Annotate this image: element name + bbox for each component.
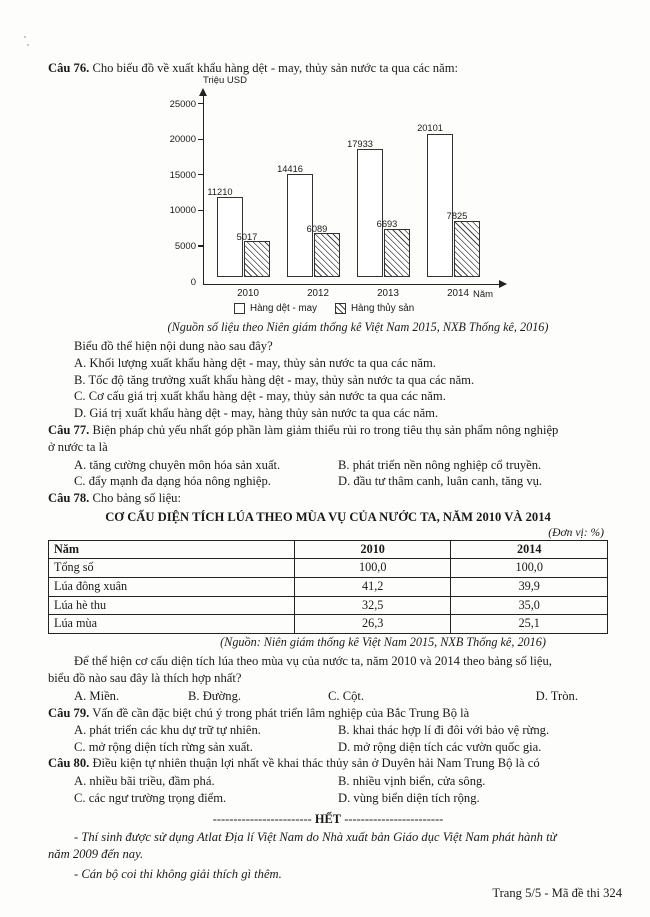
question-77-number: Câu 77.: [48, 422, 90, 437]
question-77-option-a[interactable]: A. tăng cường chuyên môn hóa sản xuất.: [74, 457, 281, 472]
question-80-option-c[interactable]: C. các ngư trường trọng điểm.: [74, 790, 227, 805]
chart-ytick: 0: [190, 276, 196, 288]
bar-value-2014-det-may: 20101: [417, 122, 443, 133]
question-79-option-c[interactable]: C. mở rộng diện tích rừng sản xuất.: [74, 739, 253, 754]
chart-legend: [234, 303, 432, 314]
question-76-option-d[interactable]: D. Giá trị xuất khẩu hàng dệt - may, hàng thủy sản nước ta qua các năm.: [74, 406, 439, 421]
bar-2012-thuy-san: [314, 233, 340, 276]
table-col-header-2014: 2014: [451, 540, 608, 559]
chart-xtick-2013: 2013: [377, 287, 399, 299]
question-77-text-line1: Biện pháp chủ yếu nhất góp phần làm giảm thiểu rủi ro trong tiêu thụ sản phẩm nông nghiệp: [92, 422, 559, 437]
table-cell-2014: 35,0: [451, 596, 608, 615]
table-cell-2010: 100,0: [294, 559, 451, 578]
question-79-option-d[interactable]: D. mở rộng diện tích các vườn quốc gia.: [338, 739, 542, 754]
question-78-option-d[interactable]: D. Tròn.: [535, 688, 578, 703]
end-divider-label: HẾT: [314, 812, 342, 827]
question-76-source: (Nguồn số liệu theo Niên giám thống kê Việt Nam 2015, NXB Thống kê, 2016): [167, 319, 549, 334]
question-80-number: Câu 80.: [48, 756, 90, 771]
question-78-number: Câu 78.: [48, 491, 90, 506]
table-unit: (Đơn vị: %): [548, 525, 604, 539]
table-col-header-2010: 2010: [294, 540, 451, 559]
table-title: CƠ CẤU DIỆN TÍCH LÚA THEO MÙA VỤ CỦA NƯỚC TA, NĂM 2010 VÀ 2014: [105, 509, 551, 524]
question-80-options-row1: [48, 773, 608, 790]
question-79-stem: [48, 705, 608, 722]
question-79-options-row1: [48, 722, 608, 739]
bar-value-2012-thuy-san: 6089: [306, 223, 328, 234]
table-row: [49, 559, 608, 578]
question-77-stem: [48, 422, 608, 439]
question-78-text: Cho bảng số liệu:: [92, 491, 181, 506]
legend-label-thuy-san: Hàng thủy sản: [350, 302, 415, 314]
bar-2014-thuy-san: [454, 221, 480, 277]
question-80-stem: [48, 755, 608, 772]
note-line-1: - Thí sinh được sử dụng Atlat Địa lí Việt Nam do Nhà xuất bản Giáo dục Việt Nam phát hành từ: [74, 830, 557, 845]
bar-value-2013-det-may: 17933: [347, 138, 373, 149]
question-77-option-d[interactable]: D. đầu tư thâm canh, luân canh, tăng vụ.: [338, 474, 543, 489]
question-77-option-c[interactable]: C. đẩy mạnh đa dạng hóa nông nghiệp.: [74, 474, 271, 489]
question-77-options-row1: [48, 457, 608, 474]
table-cell-label: Lúa mùa: [49, 615, 295, 634]
table-cell-2014: 39,9: [451, 577, 608, 596]
note-line-2: năm 2009 đến nay.: [48, 847, 144, 862]
chart-ytick: 10000: [169, 205, 196, 217]
table-row: [49, 615, 608, 634]
question-80-option-d[interactable]: D. vùng biển diện tích rộng.: [338, 790, 480, 805]
question-76-stem: [48, 60, 608, 77]
table-cell-2010: 26,3: [294, 615, 451, 634]
scan-speck: [27, 44, 29, 46]
legend-swatch-solid-icon: [234, 303, 245, 314]
table-cell-2010: 32,5: [294, 596, 451, 615]
question-79-text: Vấn đề cần đặc biệt chú ý trong phát triển lâm nghiệp của Bắc Trung Bộ là: [92, 705, 470, 720]
table-source: (Nguồn: Niên giám thống kê Việt Nam 2015, NXB Thống kê, 2016): [220, 634, 546, 649]
page-content: [48, 60, 608, 883]
question-77-option-b[interactable]: B. phát triển nền nông nghiệp cổ truyền.: [338, 457, 542, 472]
rice-area-table: [48, 540, 608, 634]
question-78-stem: [48, 490, 608, 507]
table-cell-2014: 100,0: [451, 559, 608, 578]
end-divider-left: ------------------------: [212, 812, 312, 827]
bar-value-2010-det-may: 11210: [207, 186, 233, 197]
chart-y-axis-arrow-icon: [199, 88, 207, 96]
question-76-text: Cho biểu đồ về xuất khẩu hàng dệt - may, thủy sản nước ta qua các năm:: [92, 61, 458, 75]
bar-chart: [48, 74, 608, 319]
table-cell-label: Lúa hè thu: [49, 596, 295, 615]
question-79-options-row2: [48, 739, 608, 756]
page-footer: Trang 5/5 - Mã đề thi 324: [492, 886, 622, 900]
chart-ytick: 5000: [174, 241, 196, 252]
question-78-option-a[interactable]: A. Miền.: [74, 688, 120, 703]
table-cell-label: Tổng số: [49, 559, 295, 578]
legend-item-det-may: [234, 303, 317, 314]
bar-value-2012-det-may: 14416: [277, 163, 303, 174]
chart-y-axis-label: Triệu USD: [203, 74, 247, 86]
legend-swatch-hatch-icon: [335, 303, 346, 314]
question-78-prompt-line2: biểu đồ nào sau đây là thích hợp nhất?: [48, 671, 242, 686]
question-77-text-line2: ở nước ta là: [48, 440, 108, 455]
table-cell-2010: 41,2: [294, 577, 451, 596]
chart-xtick-2012: 2012: [307, 287, 329, 299]
bar-2013-thuy-san: [384, 229, 410, 277]
question-76-option-c[interactable]: C. Cơ cấu giá trị xuất khẩu hàng dệt - may, thủy sản nước ta qua các năm.: [74, 389, 446, 404]
chart-x-axis: [203, 284, 501, 285]
legend-item-thuy-san: [335, 303, 414, 314]
chart-ytick: 20000: [169, 134, 196, 146]
bar-value-2010-thuy-san: 5017: [236, 231, 258, 242]
question-76-option-a[interactable]: A. Khối lượng xuất khẩu hàng dệt - may, thủy sản nước ta qua các năm.: [74, 356, 436, 371]
scan-speck: [24, 36, 26, 38]
end-divider-right: ------------------------: [344, 812, 444, 827]
bar-2010-thuy-san: [244, 241, 270, 277]
question-78-prompt-line1: Để thể hiện cơ cấu diện tích lúa theo mùa vụ của nước ta, năm 2010 và 2014 theo bảng số liệu,: [74, 653, 552, 668]
chart-xtick-2010: 2010: [237, 287, 259, 299]
question-76-number: Câu 76.: [48, 61, 90, 75]
question-77-options-row2: [48, 473, 608, 490]
question-79-option-a[interactable]: A. phát triển các khu dự trữ tự nhiên.: [74, 723, 261, 738]
bar-2013-det-may: [357, 149, 383, 277]
table-header-row: [49, 540, 608, 559]
chart-xtick-2014: 2014: [447, 287, 469, 299]
question-80-options-row2: [48, 790, 608, 807]
question-76-prompt: Biểu đồ thể hiện nội dung nào sau đây?: [74, 338, 273, 353]
chart-x-axis-label: Năm: [473, 288, 494, 300]
table-row: [49, 577, 608, 596]
question-80-option-b[interactable]: B. nhiều vịnh biển, cửa sông.: [338, 774, 486, 789]
question-80-option-a[interactable]: A. nhiều bãi triều, đầm phá.: [74, 774, 215, 789]
question-78-option-c[interactable]: C. Cột.: [328, 688, 365, 703]
table-row: [49, 596, 608, 615]
table-cell-2014: 25,1: [451, 615, 608, 634]
note-line-3: - Cán bộ coi thi không giải thích gì thêm.: [74, 867, 282, 882]
bar-value-2013-thuy-san: 6693: [376, 218, 398, 229]
bar-2014-det-may: [427, 134, 453, 277]
chart-ytick: 15000: [169, 169, 196, 181]
end-divider: [48, 812, 608, 827]
question-79-option-b[interactable]: B. khai thác hợp lí đi đôi với bảo vệ rừng.: [338, 723, 550, 738]
question-76-option-b[interactable]: B. Tốc độ tăng trưởng xuất khẩu hàng dệt - may, thủy sản nước ta qua các năm.: [74, 372, 475, 387]
question-78-option-b[interactable]: B. Đường.: [188, 688, 242, 703]
chart-x-axis-arrow-icon: [499, 280, 507, 288]
bar-value-2014-thuy-san: 7825: [446, 210, 468, 221]
question-78-options: [48, 688, 608, 705]
chart-ytick: 25000: [169, 98, 196, 110]
table-cell-label: Lúa đông xuân: [49, 577, 295, 596]
table-col-header-year: Năm: [49, 540, 295, 559]
legend-label-det-may: Hàng dệt - may: [250, 302, 317, 314]
question-80-text: Điều kiện tự nhiên thuận lợi nhất về khai thác thủy sản ở Duyên hải Nam Trung Bộ là có: [92, 756, 540, 771]
question-79-number: Câu 79.: [48, 705, 90, 720]
